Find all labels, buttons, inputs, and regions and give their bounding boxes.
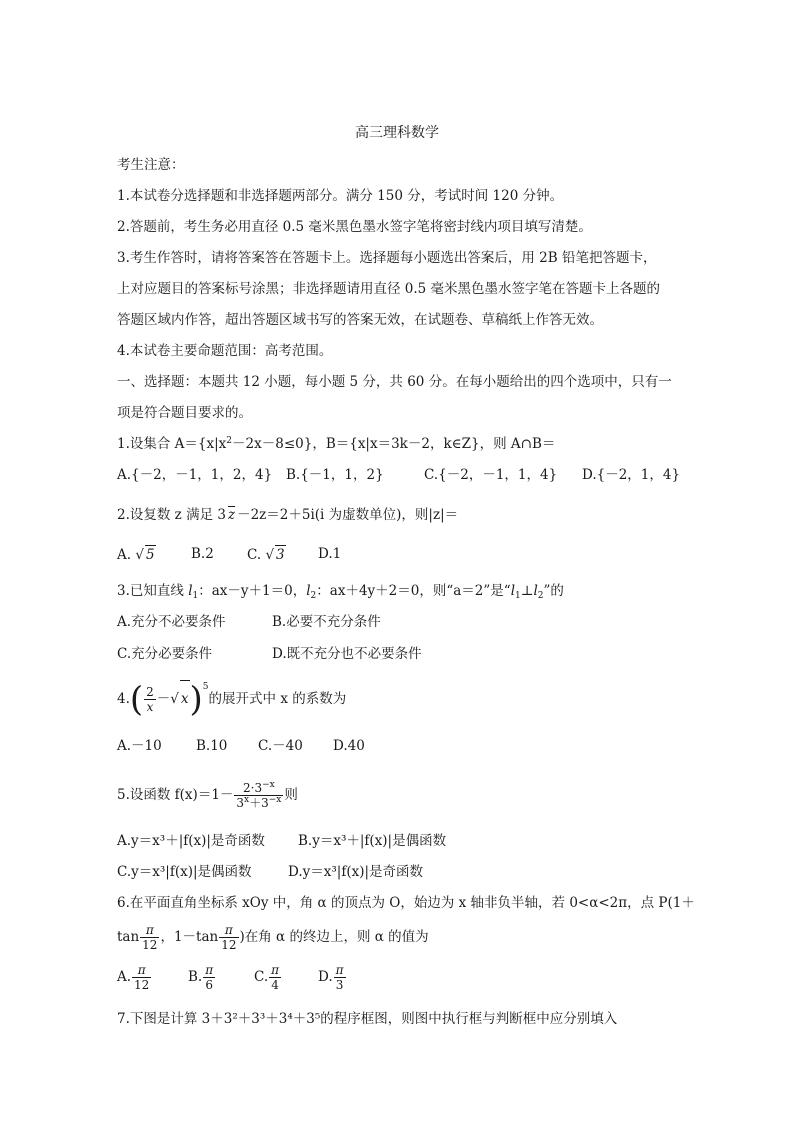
notice-item-4: 4.本试卷主要命题范围：高考范围。 — [117, 343, 333, 359]
q6-option-c: C. $\frac{\pi}{4}$ — [254, 963, 280, 992]
q6-option-b: B. $\frac{\pi}{6}$ — [188, 963, 214, 992]
question-5-stem: 5.设函数 f(x)＝1－ $\frac{2\cdot 3^{-x}}{3^x+3^{-x}}$ 则 — [117, 780, 298, 810]
notice-heading: 考生注意： — [117, 157, 185, 173]
q4-option-c: C.－40 — [258, 738, 303, 754]
q1-stem-a: 1.设集合 A＝{x|x — [117, 436, 227, 452]
q2-option-a: A. √ 5 — [117, 547, 155, 563]
q4-option-b: B.10 — [196, 738, 228, 754]
q5-option-c: C.y＝x³|f(x)|是偶函数 — [117, 864, 252, 880]
q2-stem-a: 2.设复数 z 满足 3 — [117, 507, 226, 523]
q6-option-a: A. $\frac{\pi}{12}$ — [117, 963, 150, 992]
notice-item-1: 1.本试卷分选择题和非选择题两部分。满分 150 分，考试时间 120 分钟。 — [117, 188, 564, 204]
notice-item-3-cont2: 答题区域内作答，超出答题区域书写的答案无效，在试题卷、草稿纸上作答无效。 — [117, 312, 603, 328]
q2-option-d: D.1 — [318, 546, 342, 562]
q6-option-d: D. $\frac{\pi}{3}$ — [318, 963, 344, 992]
q5-option-a: A.y＝x³＋|f(x)|是奇函数 — [117, 833, 265, 849]
q1-option-a: A.{－2，－1，1，2，4} — [117, 467, 273, 483]
notice-item-3: 3.考生作答时，请将答案答在答题卡上。选择题每小题选出答案后，用 2B 铅笔把答题卡， — [117, 250, 657, 266]
question-3-stem: 3.已知直线 $l_1$：ax－y＋1＝0，$l_2$：ax＋4y＋2＝0，则“a＝2”是“$l_1\perp l_2$”的 — [117, 583, 564, 601]
q2-option-a-radicand: 5 — [145, 547, 155, 563]
section-heading-cont: 项是符合题目要求的。 — [117, 405, 252, 421]
q4-option-d: D.40 — [333, 738, 365, 754]
notice-item-3-cont: 上对应题目的答案标号涂黑；非选择题请用直径 0.5 毫米黑色墨水签字笔在答题卡上各题的 — [117, 281, 661, 297]
question-4-stem: 4.( $\frac{2}{x}$ －√ x)$^5$的展开式中 x 的系数为 — [117, 679, 347, 720]
section-heading: 一、选择题：本题共 12 小题，每小题 5 分，共 60 分。在每小题给出的四个选项中，只有一 — [117, 374, 672, 390]
question-2-stem: 2.设复数 z 满足 3 $\overline{z} -2z=2+5i(i$ 为虚数单位)，则|z|＝ — [117, 507, 459, 523]
q1-option-d: D.{－2，1，4} — [582, 467, 681, 483]
question-1-stem: 1.设集合 $A=\{x|x^2-2x-8\le 0\}$，B＝{x|x＝3k－2，k∈Z}，则 A∩B＝ — [117, 436, 556, 452]
q1-stem-b: －2x－8≤0}，B＝{x|x＝3k－2，k∈Z}，则 A∩B＝ — [232, 436, 556, 452]
q5-option-b: B.y＝x³＋|f(x)|是偶函数 — [298, 833, 447, 849]
page-title: 高三理科数学 — [355, 125, 439, 141]
question-6-stem: 6.在平面直角坐标系 xOy 中，角 α 的顶点为 O，始边为 x 轴非负半轴，若 0<α<2π，点 P(1＋ — [117, 895, 695, 911]
question-7-stem: 7.下图是计算 3＋3²＋3³＋3⁴＋3⁵的程序框图，则图中执行框与判断框中应分别填入 — [117, 1011, 618, 1027]
q4-option-a: A.－10 — [117, 738, 162, 754]
q1-option-c: C.{－2，－1，1，4} — [424, 467, 558, 483]
q3-option-c: C.充分必要条件 — [117, 646, 213, 662]
question-6-stem-cont: tan $\frac{\pi}{12}$ ，1－tan $\frac{\pi}{12}$ )在角 α 的终边上，则 α 的值为 — [117, 923, 429, 952]
q2-option-b: B.2 — [191, 546, 214, 562]
q3-option-a: A.充分不必要条件 — [117, 614, 226, 630]
q3-option-b: B.必要不充分条件 — [272, 614, 381, 630]
q1-option-b: B.{－1，1，2} — [286, 467, 384, 483]
q2-option-c-radicand: 3 — [276, 547, 285, 563]
q2-stem-b: －2z＝2＋5i(i 为虚数单位)，则|z|＝ — [237, 507, 459, 523]
q3-option-d: D.既不充分也不必要条件 — [272, 646, 422, 662]
q2-option-c: C. √ 3 — [247, 547, 285, 563]
notice-item-2: 2.答题前，考生务必用直径 0.5 毫米黑色墨水签字笔将密封线内项目填写清楚。 — [117, 219, 592, 235]
q5-option-d: D.y＝x³|f(x)|是奇函数 — [288, 864, 424, 880]
